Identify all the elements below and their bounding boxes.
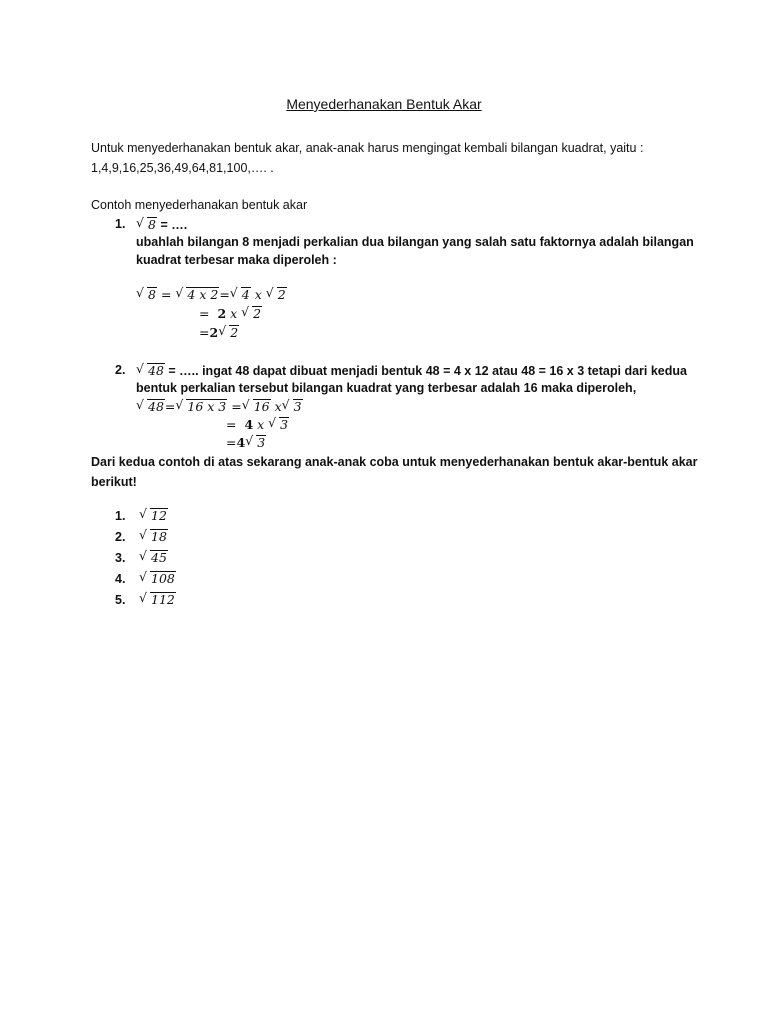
exercise-item-4: 4. √ 108: [115, 569, 175, 586]
exercise-intro-line-2: berikut!: [91, 475, 137, 489]
example-2-line-1: √ 48 = ….. ingat 48 dapat dibuat menjadi bentuk 48 = 4 x 12 atau 48 = 16 x 3 tetapi dari kedua: [136, 361, 687, 378]
example-1-explain-2: kuadrat terbesar maka diperoleh :: [136, 253, 337, 267]
intro-line-2: 1,4,9,16,25,36,49,64,81,100,…. .: [91, 161, 274, 175]
example-1-step-3: =2 √ 2: [199, 323, 239, 340]
examples-heading: Contoh menyederhanakan bentuk akar: [91, 198, 308, 212]
example-1-question: √ 8 = ….: [136, 215, 188, 232]
sqrt-symbol-icon: √ 8: [136, 215, 156, 232]
exercise-item-1: 1. √ 12: [115, 506, 167, 523]
example-2-step-1: √ 48= √ 16 x 3 = √ 16 x √ 3: [136, 397, 302, 414]
exercise-item-5: 5. √ 112: [115, 590, 175, 607]
example-2-number: 2.: [115, 363, 126, 377]
page-title: Menyederhanakan Bentuk Akar: [286, 96, 482, 112]
example-1-step-1: √ 8 = √ 4 x 2= √ 4 x √ 2: [136, 285, 286, 302]
example-1-explain-1: ubahlah bilangan 8 menjadi perkalian dua bilangan yang salah satu faktornya adalah bilangan: [136, 235, 694, 249]
example-1-number: 1.: [115, 217, 126, 231]
example-1-step-2: = 2 x √ 2: [199, 304, 262, 321]
intro-line-1: Untuk menyederhanakan bentuk akar, anak-anak harus mengingat kembali bilangan kuadrat, yaitu :: [91, 141, 644, 155]
example-2-step-3: =4 √ 3: [226, 433, 266, 450]
example-2-line-2: bentuk perkalian tersebut bilangan kuadrat yang terbesar adalah 16 maka diperoleh,: [136, 381, 637, 395]
exercise-item-3: 3. √ 45: [115, 548, 167, 565]
exercise-item-2: 2. √ 18: [115, 527, 167, 544]
exercise-intro-line-1: Dari kedua contoh di atas sekarang anak-anak coba untuk menyederhanakan bentuk akar-bentuk akar: [91, 455, 698, 469]
example-2-step-2: = 4 x √ 3: [226, 415, 289, 432]
